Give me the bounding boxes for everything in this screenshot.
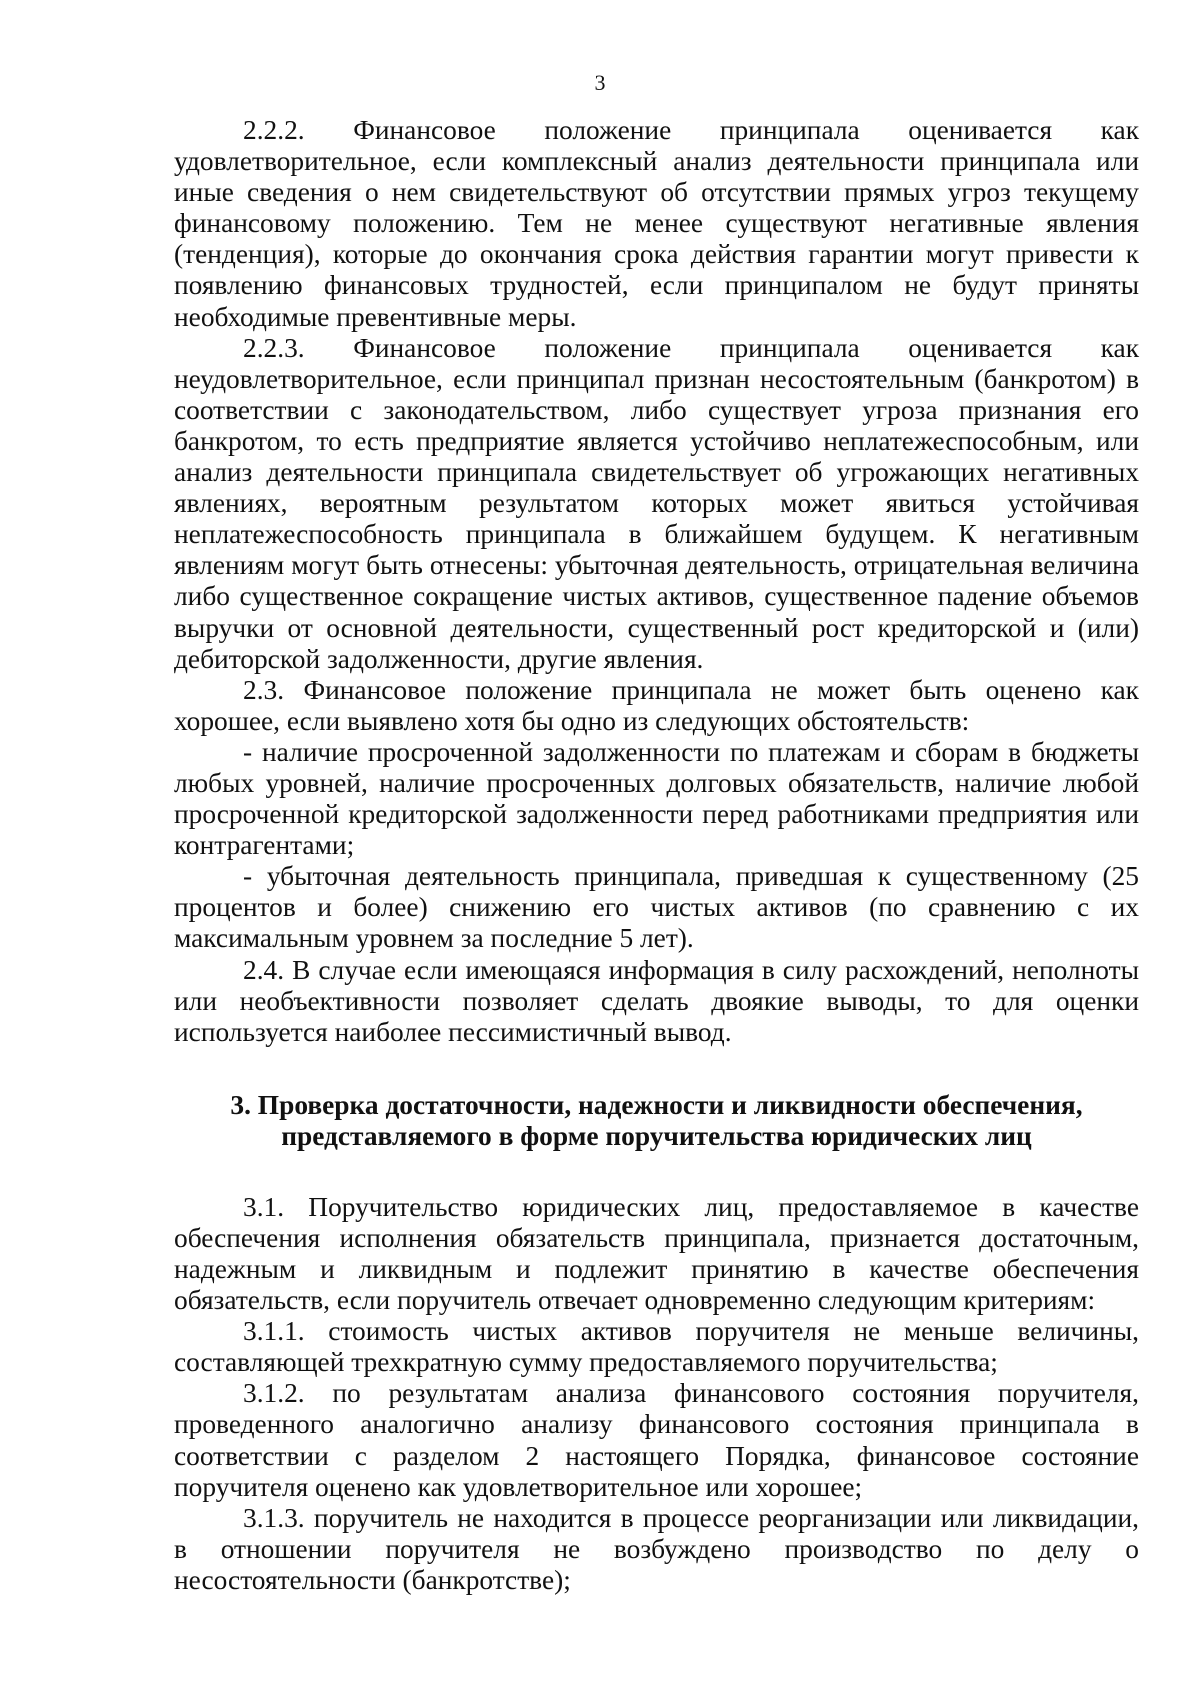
paragraph-2-3: 2.3. Финансовое положение принципала не может быть оценено как хорошее, если выявлено хотя бы одно из следующих обстоятельств: bbox=[174, 674, 1139, 736]
paragraph-2-4: 2.4. В случае если имеющаяся информация в силу расхождений, неполноты или необъективности позволяет сделать двоякие выводы, то для оценки используется наиболее пессимистичный вывод. bbox=[174, 954, 1139, 1047]
section-heading-line1: 3. Проверка достаточности, надежности и ликвидности обеспечения, bbox=[230, 1089, 1083, 1120]
list-item-loss-making: - убыточная деятельность принципала, приведшая к существенному (25 процентов и более) снижению его чистых активов (по сравнению с их максимальным уровнем за последние 5 лет). bbox=[174, 861, 1139, 954]
section-heading-line2: представляемого в форме поручительства юридических лиц bbox=[281, 1121, 1032, 1152]
document-body bbox=[174, 115, 1139, 1596]
paragraph-3-1-1: 3.1.1. стоимость чистых активов поручителя не меньше величины, составляющей трехкратную сумму предоставляемого поручительства; bbox=[174, 1316, 1139, 1378]
paragraph-3-1: 3.1. Поручительство юридических лиц, предоставляемое в качестве обеспечения исполнения обязательств принципала, признается достаточным, надежным и ликвидным и подлежит принятию в качестве обеспечения обязательств, если поручитель отвечает одновременно следующим критериям: bbox=[174, 1191, 1139, 1316]
list-item-overdue-debt: - наличие просроченной задолженности по платежам и сборам в бюджеты любых уровней, наличие просроченных долговых обязательств, наличие любой просроченной кредиторской задолженности перед работниками предприятия или контрагентами; bbox=[174, 736, 1139, 861]
paragraph-3-1-3: 3.1.3. поручитель не находится в процессе реорганизации или ликвидации, в отношении поручителя не возбуждено производство по делу о несостоятельности (банкротстве); bbox=[174, 1502, 1139, 1595]
paragraph-2-2-3: 2.2.3. Финансовое положение принципала оценивается как неудовлетворительное, если принципал признан несостоятельным (банкротом) в соответствии с законодательством, либо существует угроза признания его банкротом, то есть предприятие является устойчиво неплатежеспособным, или анализ деятельности принципала свидетельствует об угрожающих негативных явлениях, вероятным результатом которых может явиться устойчивая неплатежеспособность принципала в ближайшем будущем. К негативным явлениям могут быть отнесены: убыточная деятельность, отрицательная величина либо существенное сокращение чистых активов, существенное падение объемов выручки от основной деятельности, существенный рост кредиторской и (или) дебиторской задолженности, другие явления. bbox=[174, 332, 1139, 674]
section-heading bbox=[174, 1090, 1139, 1153]
paragraph-3-1-2: 3.1.2. по результатам анализа финансового состояния поручителя, проведенного аналогично анализу финансового состояния принципала в соответствии с разделом 2 настоящего Порядка, финансовое состояние поручителя оценено как удовлетворительное или хорошее; bbox=[174, 1378, 1139, 1502]
page-number: 3 bbox=[594, 70, 606, 95]
paragraph-2-2-2: 2.2.2. Финансовое положение принципала оценивается как удовлетворительное, если комплексный анализ деятельности принципала или иные сведения о нем свидетельствуют об отсутствии прямых угроз текущему финансовому положению. Тем не менее существуют негативные явления (тенденция), которые до окончания срока действия гарантии могут привести к появлению финансовых трудностей, если принципалом не будут приняты необходимые превентивные меры. bbox=[174, 115, 1139, 332]
